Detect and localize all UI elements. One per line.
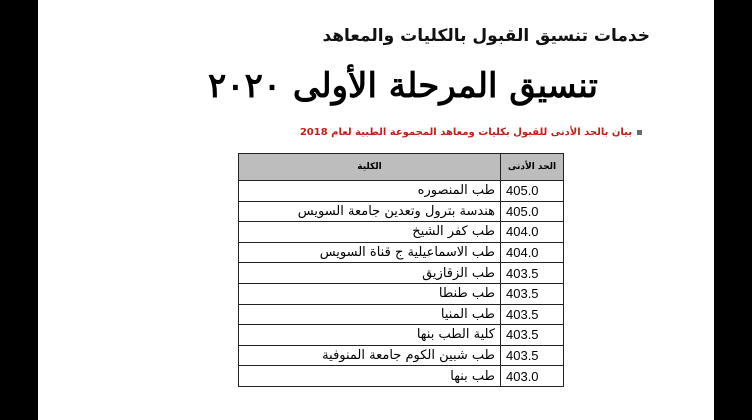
table-header-row [239, 154, 564, 181]
admission-table [238, 153, 564, 387]
min-score-cell: 404.0 [501, 222, 564, 243]
table-row [239, 181, 564, 202]
min-score-cell: 405.0 [501, 181, 564, 202]
table-row [239, 242, 564, 263]
table-row [239, 304, 564, 325]
min-score-cell: 404.0 [501, 242, 564, 263]
min-score-cell: 403.0 [501, 366, 564, 387]
document-frame [38, 0, 714, 420]
table-row [239, 201, 564, 222]
college-cell: طب طنطا [239, 283, 501, 304]
service-title: خدمات تنسيق القبول بالكليات والمعاهد [322, 26, 650, 46]
college-cell: طب الاسماعيلية ج قناة السويس [239, 242, 501, 263]
min-score-cell: 403.5 [501, 283, 564, 304]
table-row [239, 325, 564, 346]
header-min-score: الحد الأدنى [501, 154, 564, 181]
table-row [239, 263, 564, 284]
table-row [239, 366, 564, 387]
college-cell: طب المنصوره [239, 181, 501, 202]
table-row [239, 222, 564, 243]
table-row [239, 345, 564, 366]
main-title: تنسيق المرحلة الأولى ٢٠٢٠ [208, 66, 598, 106]
college-cell: طب الزقازيق [239, 263, 501, 284]
college-cell: طب كفر الشيخ [239, 222, 501, 243]
min-score-cell: 403.5 [501, 325, 564, 346]
header-college: الكلية [239, 154, 501, 181]
bullet-icon [637, 130, 642, 135]
min-score-cell: 403.5 [501, 263, 564, 284]
college-cell: طب المنيا [239, 304, 501, 325]
table-caption [300, 127, 642, 138]
min-score-cell: 403.5 [501, 345, 564, 366]
caption-text: بيان بالحد الأدنى للقبول بكليات ومعاهد المجموعة الطبية لعام 2018 [299, 127, 632, 138]
college-cell: طب بنها [239, 366, 501, 387]
min-score-cell: 405.0 [501, 201, 564, 222]
min-score-cell: 403.5 [501, 304, 564, 325]
college-cell: طب شبين الكوم جامعة المنوفية [239, 345, 501, 366]
table-row [239, 283, 564, 304]
college-cell: كلية الطب بنها [239, 325, 501, 346]
college-cell: هندسة بترول وتعدين جامعة السويس [239, 201, 501, 222]
